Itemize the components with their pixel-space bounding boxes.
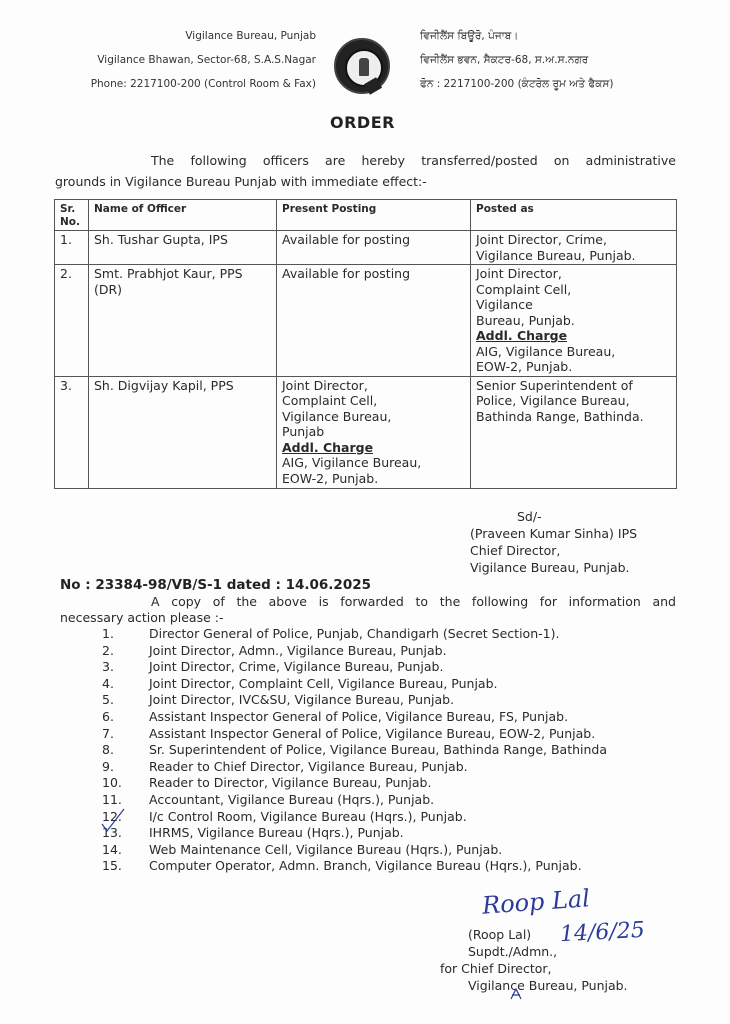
list-num: 9. (102, 758, 114, 774)
list-text: Reader to Chief Director, Vigilance Bureau, Punjab. (149, 758, 468, 774)
table-row (55, 265, 677, 377)
list-num: 6. (102, 708, 114, 724)
distribution-list (102, 626, 607, 875)
cell-name: Sh. Tushar Gupta, IPS (89, 231, 277, 265)
list-text: Reader to Director, Vigilance Bureau, Punjab. (149, 775, 432, 791)
list-text: Joint Director, Admn., Vigilance Bureau, Punjab. (149, 642, 447, 658)
cell-posted (471, 231, 677, 265)
letterhead-en-line3: Phone: 2217100-200 (Control Room & Fax) (90, 78, 316, 90)
table-row (55, 376, 677, 488)
list-text: Director General of Police, Punjab, Chandigarh (Secret Section-1). (149, 626, 560, 641)
letterhead-en-line2: Vigilance Bhawan, Sector-68, S.A.S.Nagar (97, 54, 316, 66)
list-num: 2. (102, 642, 114, 658)
signatory-name: (Praveen Kumar Sinha) IPS (470, 526, 638, 541)
list-num: 14. (102, 841, 122, 857)
cell-present (277, 376, 471, 488)
header-name: Name of Officer (89, 200, 277, 231)
list-text: Joint Director, Crime, Vigilance Bureau, Punjab. (149, 659, 444, 675)
list-num: 15. (102, 858, 122, 874)
list-num: 8. (102, 742, 114, 758)
list-num: 7. (102, 725, 114, 741)
present-main: Joint Director, Complaint Cell, Vigilance Bureau, Punjab (282, 377, 392, 439)
handwritten-signature: Roop Lal (481, 884, 591, 920)
letterhead-pa-line2: ਵਿਜੀਲੈਂਸ ਭਵਨ, ਸੈਕਟਰ-68, ਸ.ਅ.ਸ.ਨਗਰ (420, 54, 589, 66)
addl-charge-label: Addl. Charge (476, 328, 568, 343)
posted-main: Joint Director, Complaint Cell, Vigilance Bureau, Punjab. (476, 266, 575, 328)
list-item (102, 825, 607, 842)
cell-posted (471, 265, 677, 377)
cell-sr: 3. (55, 376, 89, 488)
addl-charge-text: AIG, Vigilance Bureau, EOW-2, Punjab. (476, 343, 616, 374)
endorser-name: (Roop Lal) (468, 927, 532, 942)
endorser-for: for Chief Director, (440, 961, 552, 976)
list-item (102, 792, 607, 809)
table-row (55, 231, 677, 265)
list-text: Joint Director, IVC&SU, Vigilance Bureau, Punjab. (149, 692, 455, 708)
list-text: Sr. Superintendent of Police, Vigilance Bureau, Bathinda Range, Bathinda (149, 742, 608, 758)
handwritten-tick-icon (98, 806, 128, 834)
copy-line2: necessary action please :- (60, 610, 224, 625)
list-item (102, 626, 607, 643)
handwritten-date: 14/6/25 (559, 917, 646, 948)
list-item (102, 676, 607, 693)
list-item (102, 659, 607, 676)
cell-name: Sh. Digvijay Kapil, PPS (89, 376, 277, 488)
intro-line2: grounds in Vigilance Bureau Punjab with immediate effect:- (55, 174, 427, 189)
table-header-row (55, 200, 677, 231)
list-item (102, 643, 607, 660)
list-text: Assistant Inspector General of Police, Vigilance Bureau, FS, Punjab. (149, 708, 569, 724)
sd-mark: Sd/- (517, 509, 542, 524)
cell-present (277, 231, 471, 265)
list-item (102, 809, 607, 826)
list-item (102, 709, 607, 726)
endorsement-block (440, 926, 628, 994)
vigilance-bureau-emblem-icon (334, 38, 390, 94)
list-item (102, 742, 607, 759)
letterhead-en-line1: Vigilance Bureau, Punjab (185, 30, 316, 42)
present-main: Available for posting (282, 232, 411, 247)
header-sr-no: Sr. No. (55, 200, 89, 231)
list-item (102, 775, 607, 792)
list-num: 10. (102, 775, 122, 791)
cell-present (277, 265, 471, 377)
list-num: 4. (102, 675, 114, 691)
header-posted-as: Posted as (471, 200, 677, 231)
intro-line1: The following officers are hereby transferred/posted on administrative (151, 153, 676, 168)
list-num: 13. (102, 825, 122, 841)
reference-number: No : 23384-98/VB/S-1 dated : 14.06.2025 (60, 577, 371, 593)
copy-line1: A copy of the above is forwarded to the following for information and (151, 594, 676, 609)
list-num: 5. (102, 692, 114, 708)
list-num: 3. (102, 659, 114, 675)
list-text: Assistant Inspector General of Police, Vigilance Bureau, EOW-2, Punjab. (149, 725, 596, 741)
posted-main: Senior Superintendent of Police, Vigilance Bureau, Bathinda Range, Bathinda. (476, 377, 644, 424)
posted-main: Joint Director, Crime, Vigilance Bureau, Punjab. (476, 232, 636, 263)
document-title: ORDER (330, 113, 395, 132)
header-present-posting: Present Posting (277, 200, 471, 231)
cell-sr: 2. (55, 265, 89, 377)
list-num: 1. (102, 626, 114, 641)
addl-charge-label: Addl. Charge (282, 439, 374, 455)
list-item (102, 858, 607, 875)
posting-table (54, 199, 677, 489)
letterhead-punjabi (420, 24, 710, 96)
list-text: IHRMS, Vigilance Bureau (Hqrs.), Punjab. (149, 825, 404, 841)
cell-posted (471, 376, 677, 488)
endorser-office: Vigilance Bureau, Punjab. (468, 978, 628, 993)
list-item (102, 759, 607, 776)
list-item (102, 726, 607, 743)
list-text: I/c Control Room, Vigilance Bureau (Hqrs.), Punjab. (149, 808, 467, 824)
cell-sr: 1. (55, 231, 89, 265)
letterhead-pa-line1: ਵਿਜੀਲੈਂਸ ਬਿਊਰੋ, ਪੰਜਾਬ। (420, 30, 519, 42)
signature-block (470, 508, 637, 576)
present-main: Available for posting (282, 266, 411, 281)
endorser-designation: Supdt./Admn., (468, 944, 558, 959)
list-item (102, 692, 607, 709)
letterhead-pa-line3: ਫੋਨ : 2217100-200 (ਕੰਟਰੋਲ ਰੂਮ ਅਤੇ ਫੈਕਸ) (420, 78, 614, 90)
signatory-office: Vigilance Bureau, Punjab. (470, 560, 630, 575)
addl-charge-text: AIG, Vigilance Bureau, EOW-2, Punjab. (282, 455, 422, 486)
signatory-designation: Chief Director, (470, 543, 561, 558)
list-text: Joint Director, Complaint Cell, Vigilance Bureau, Punjab. (149, 675, 498, 691)
list-num: 11. (102, 791, 122, 807)
list-text: Web Maintenance Cell, Vigilance Bureau (Hqrs.), Punjab. (149, 841, 503, 857)
handwritten-mark-icon (508, 986, 524, 1002)
list-item (102, 842, 607, 859)
cell-name: Smt. Prabhjot Kaur, PPS (DR) (89, 265, 277, 377)
list-num: 12. (102, 808, 122, 824)
list-text: Accountant, Vigilance Bureau (Hqrs.), Punjab. (149, 791, 435, 807)
letterhead-english (40, 24, 316, 96)
list-text: Computer Operator, Admn. Branch, Vigilance Bureau (Hqrs.), Punjab. (149, 858, 582, 874)
